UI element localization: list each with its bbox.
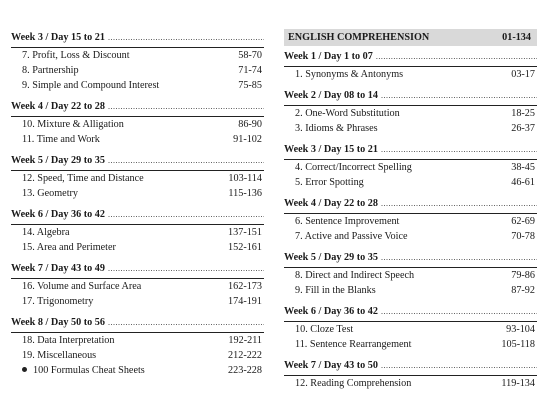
topic-row (11, 117, 264, 132)
topic-pages: 105-118 (501, 339, 535, 350)
topic-pages: 79-86 (511, 270, 535, 281)
topic-text: 8. Partnership (22, 65, 79, 76)
week-heading (11, 152, 264, 170)
topic-label (295, 268, 414, 283)
topic-text: 16. Volume and Surface Area (22, 281, 142, 292)
topic-row (284, 106, 537, 121)
topic-pages: 223-228 (228, 365, 262, 376)
week-section (11, 206, 264, 260)
week-title: Week 2 / Day 08 to 14 (284, 90, 378, 101)
week-title: Week 7 / Day 43 to 49 (11, 263, 105, 274)
topic-label (22, 279, 141, 294)
topic-label (22, 117, 124, 132)
topic-pages: 91-102 (233, 134, 262, 145)
topic-row (284, 268, 537, 283)
topic-row (284, 376, 537, 391)
week-section (284, 303, 537, 357)
topic-row (284, 67, 537, 82)
topic-pages: 93-104 (506, 324, 535, 335)
topic-row (284, 214, 537, 229)
topic-label (295, 229, 408, 244)
week-title: Week 1 / Day 1 to 07 (284, 51, 373, 62)
topic-label (295, 214, 399, 229)
week-title: Week 3 / Day 15 to 21 (284, 144, 378, 155)
topic-row (11, 294, 264, 309)
week-section (284, 249, 537, 303)
topic-label (22, 63, 79, 78)
week-section (284, 357, 537, 396)
topic-row (11, 171, 264, 186)
topic-row (11, 186, 264, 201)
topic-pages: 119-134 (501, 378, 535, 389)
topic-pages: 86-90 (238, 119, 262, 130)
topic-row (11, 132, 264, 147)
topic-row (284, 283, 537, 298)
week-section (11, 152, 264, 206)
topic-pages: 62-69 (511, 216, 535, 227)
topic-row (284, 121, 537, 136)
week-title: Week 4 / Day 22 to 28 (284, 198, 378, 209)
week-title: Week 8 / Day 50 to 56 (11, 317, 105, 328)
topic-text: 19. Miscellaneous (22, 350, 97, 361)
week-heading (284, 357, 537, 375)
topic-pages: 115-136 (228, 188, 262, 199)
dot-leader (381, 249, 537, 267)
topic-text: 17. Trigonometry (22, 296, 94, 307)
topic-row (284, 229, 537, 244)
topic-row (11, 333, 264, 348)
topic-row (11, 48, 264, 63)
week-section (11, 314, 264, 383)
week-title: Week 5 / Day 29 to 35 (11, 155, 105, 166)
section-banner (284, 29, 537, 46)
topic-label (295, 376, 411, 391)
topic-pages: 162-173 (228, 281, 262, 292)
topic-row (11, 348, 264, 363)
dot-leader (381, 195, 537, 213)
week-heading (284, 249, 537, 267)
topic-label (22, 171, 144, 186)
topic-text: 9. Fill in the Blanks (295, 285, 376, 296)
topic-row (11, 363, 264, 378)
topic-label (22, 186, 78, 201)
week-heading (284, 303, 537, 321)
topic-pages: 26-37 (511, 123, 535, 134)
week-heading (284, 48, 537, 66)
banner-pages: 01-134 (502, 32, 531, 43)
topic-row (11, 225, 264, 240)
topic-label (295, 283, 376, 298)
topic-text: 100 Formulas Cheat Sheets (33, 365, 145, 376)
topic-label (22, 225, 70, 240)
topic-label (295, 337, 411, 352)
topic-pages: 212-222 (228, 350, 262, 361)
week-title: Week 3 / Day 15 to 21 (11, 32, 105, 43)
topic-label (22, 240, 116, 255)
topic-row (284, 337, 537, 352)
topic-text: 10. Mixture & Alligation (22, 119, 124, 130)
topic-row (284, 160, 537, 175)
topic-label (22, 363, 145, 378)
dot-leader (381, 87, 537, 105)
topic-label (295, 322, 353, 337)
topic-pages: 87-92 (511, 285, 535, 296)
topic-text: 5. Error Spotting (295, 177, 364, 188)
topic-label (295, 160, 412, 175)
week-title: Week 6 / Day 36 to 42 (11, 209, 105, 220)
topic-row (284, 322, 537, 337)
topic-text: 6. Sentence Improvement (295, 216, 400, 227)
topic-pages: 18-25 (511, 108, 535, 119)
topic-text: 15. Area and Perimeter (22, 242, 116, 253)
week-section (11, 29, 264, 98)
dot-leader (381, 303, 537, 321)
topic-pages: 71-74 (238, 65, 262, 76)
dot-leader (108, 314, 264, 332)
week-heading (284, 87, 537, 105)
topic-pages: 46-61 (511, 177, 535, 188)
topic-text: 9. Simple and Compound Interest (22, 80, 160, 91)
dot-leader (108, 206, 264, 224)
topic-text: 11. Sentence Rearrangement (295, 339, 412, 350)
banner-title: ENGLISH COMPREHENSION (288, 32, 430, 43)
week-title: Week 7 / Day 43 to 50 (284, 360, 378, 371)
week-heading (284, 195, 537, 213)
topic-row (284, 175, 537, 190)
dot-leader (108, 260, 264, 278)
topic-text: 11. Time and Work (22, 134, 100, 145)
topic-text: 1. Synonyms & Antonyms (295, 69, 404, 80)
week-heading (11, 314, 264, 332)
topic-text: 4. Correct/Incorrect Spelling (295, 162, 412, 173)
topic-pages: 152-161 (228, 242, 262, 253)
topic-row (11, 63, 264, 78)
topic-label (22, 294, 93, 309)
dot-leader (108, 29, 264, 47)
week-title: Week 6 / Day 36 to 42 (284, 306, 378, 317)
topic-text: 12. Speed, Time and Distance (22, 173, 144, 184)
topic-label (22, 132, 100, 147)
week-title: Week 4 / Day 22 to 28 (11, 101, 105, 112)
topic-row (11, 240, 264, 255)
topic-pages: 192-211 (228, 335, 262, 346)
topic-label (295, 121, 378, 136)
week-section (11, 260, 264, 314)
topic-label (295, 67, 403, 82)
topic-pages: 38-45 (511, 162, 535, 173)
topic-text: 8. Direct and Indirect Speech (295, 270, 415, 281)
week-heading (11, 260, 264, 278)
topic-pages: 70-78 (511, 231, 535, 242)
topic-pages: 103-114 (228, 173, 262, 184)
dot-leader (381, 141, 537, 159)
week-section (284, 48, 537, 87)
topic-label (22, 48, 130, 63)
topic-pages: 137-151 (228, 227, 262, 238)
topic-text: 14. Algebra (22, 227, 70, 238)
topic-text: 18. Data Interpretation (22, 335, 115, 346)
left-contents-column (11, 29, 264, 383)
topic-pages: 58-70 (238, 50, 262, 61)
bullet-icon (22, 367, 27, 372)
topic-text: 2. One-Word Substitution (295, 108, 400, 119)
right-contents-column (284, 29, 537, 396)
week-heading (284, 141, 537, 159)
dot-leader (376, 48, 537, 66)
topic-label (295, 106, 400, 121)
week-heading (11, 206, 264, 224)
topic-text: 13. Geometry (22, 188, 79, 199)
week-heading (11, 98, 264, 116)
topic-row (11, 78, 264, 93)
topic-pages: 75-85 (238, 80, 262, 91)
topic-text: 12. Reading Comprehension (295, 378, 412, 389)
dot-leader (108, 98, 264, 116)
topic-text: 7. Profit, Loss & Discount (22, 50, 130, 61)
dot-leader (381, 357, 537, 375)
topic-text: 3. Idioms & Phrases (295, 123, 378, 134)
topic-label (295, 175, 364, 190)
topic-label (22, 333, 115, 348)
dot-leader (108, 152, 264, 170)
topic-pages: 174-191 (228, 296, 262, 307)
topic-text: 7. Active and Passive Voice (295, 231, 408, 242)
week-section (11, 98, 264, 152)
week-section (284, 87, 537, 141)
topic-row (11, 279, 264, 294)
topic-label (22, 348, 96, 363)
topic-label (22, 78, 159, 93)
week-title: Week 5 / Day 29 to 35 (284, 252, 378, 263)
week-section (284, 195, 537, 249)
topic-pages: 03-17 (511, 69, 535, 80)
week-section (284, 141, 537, 195)
topic-text: 10. Cloze Test (295, 324, 354, 335)
week-heading (11, 29, 264, 47)
